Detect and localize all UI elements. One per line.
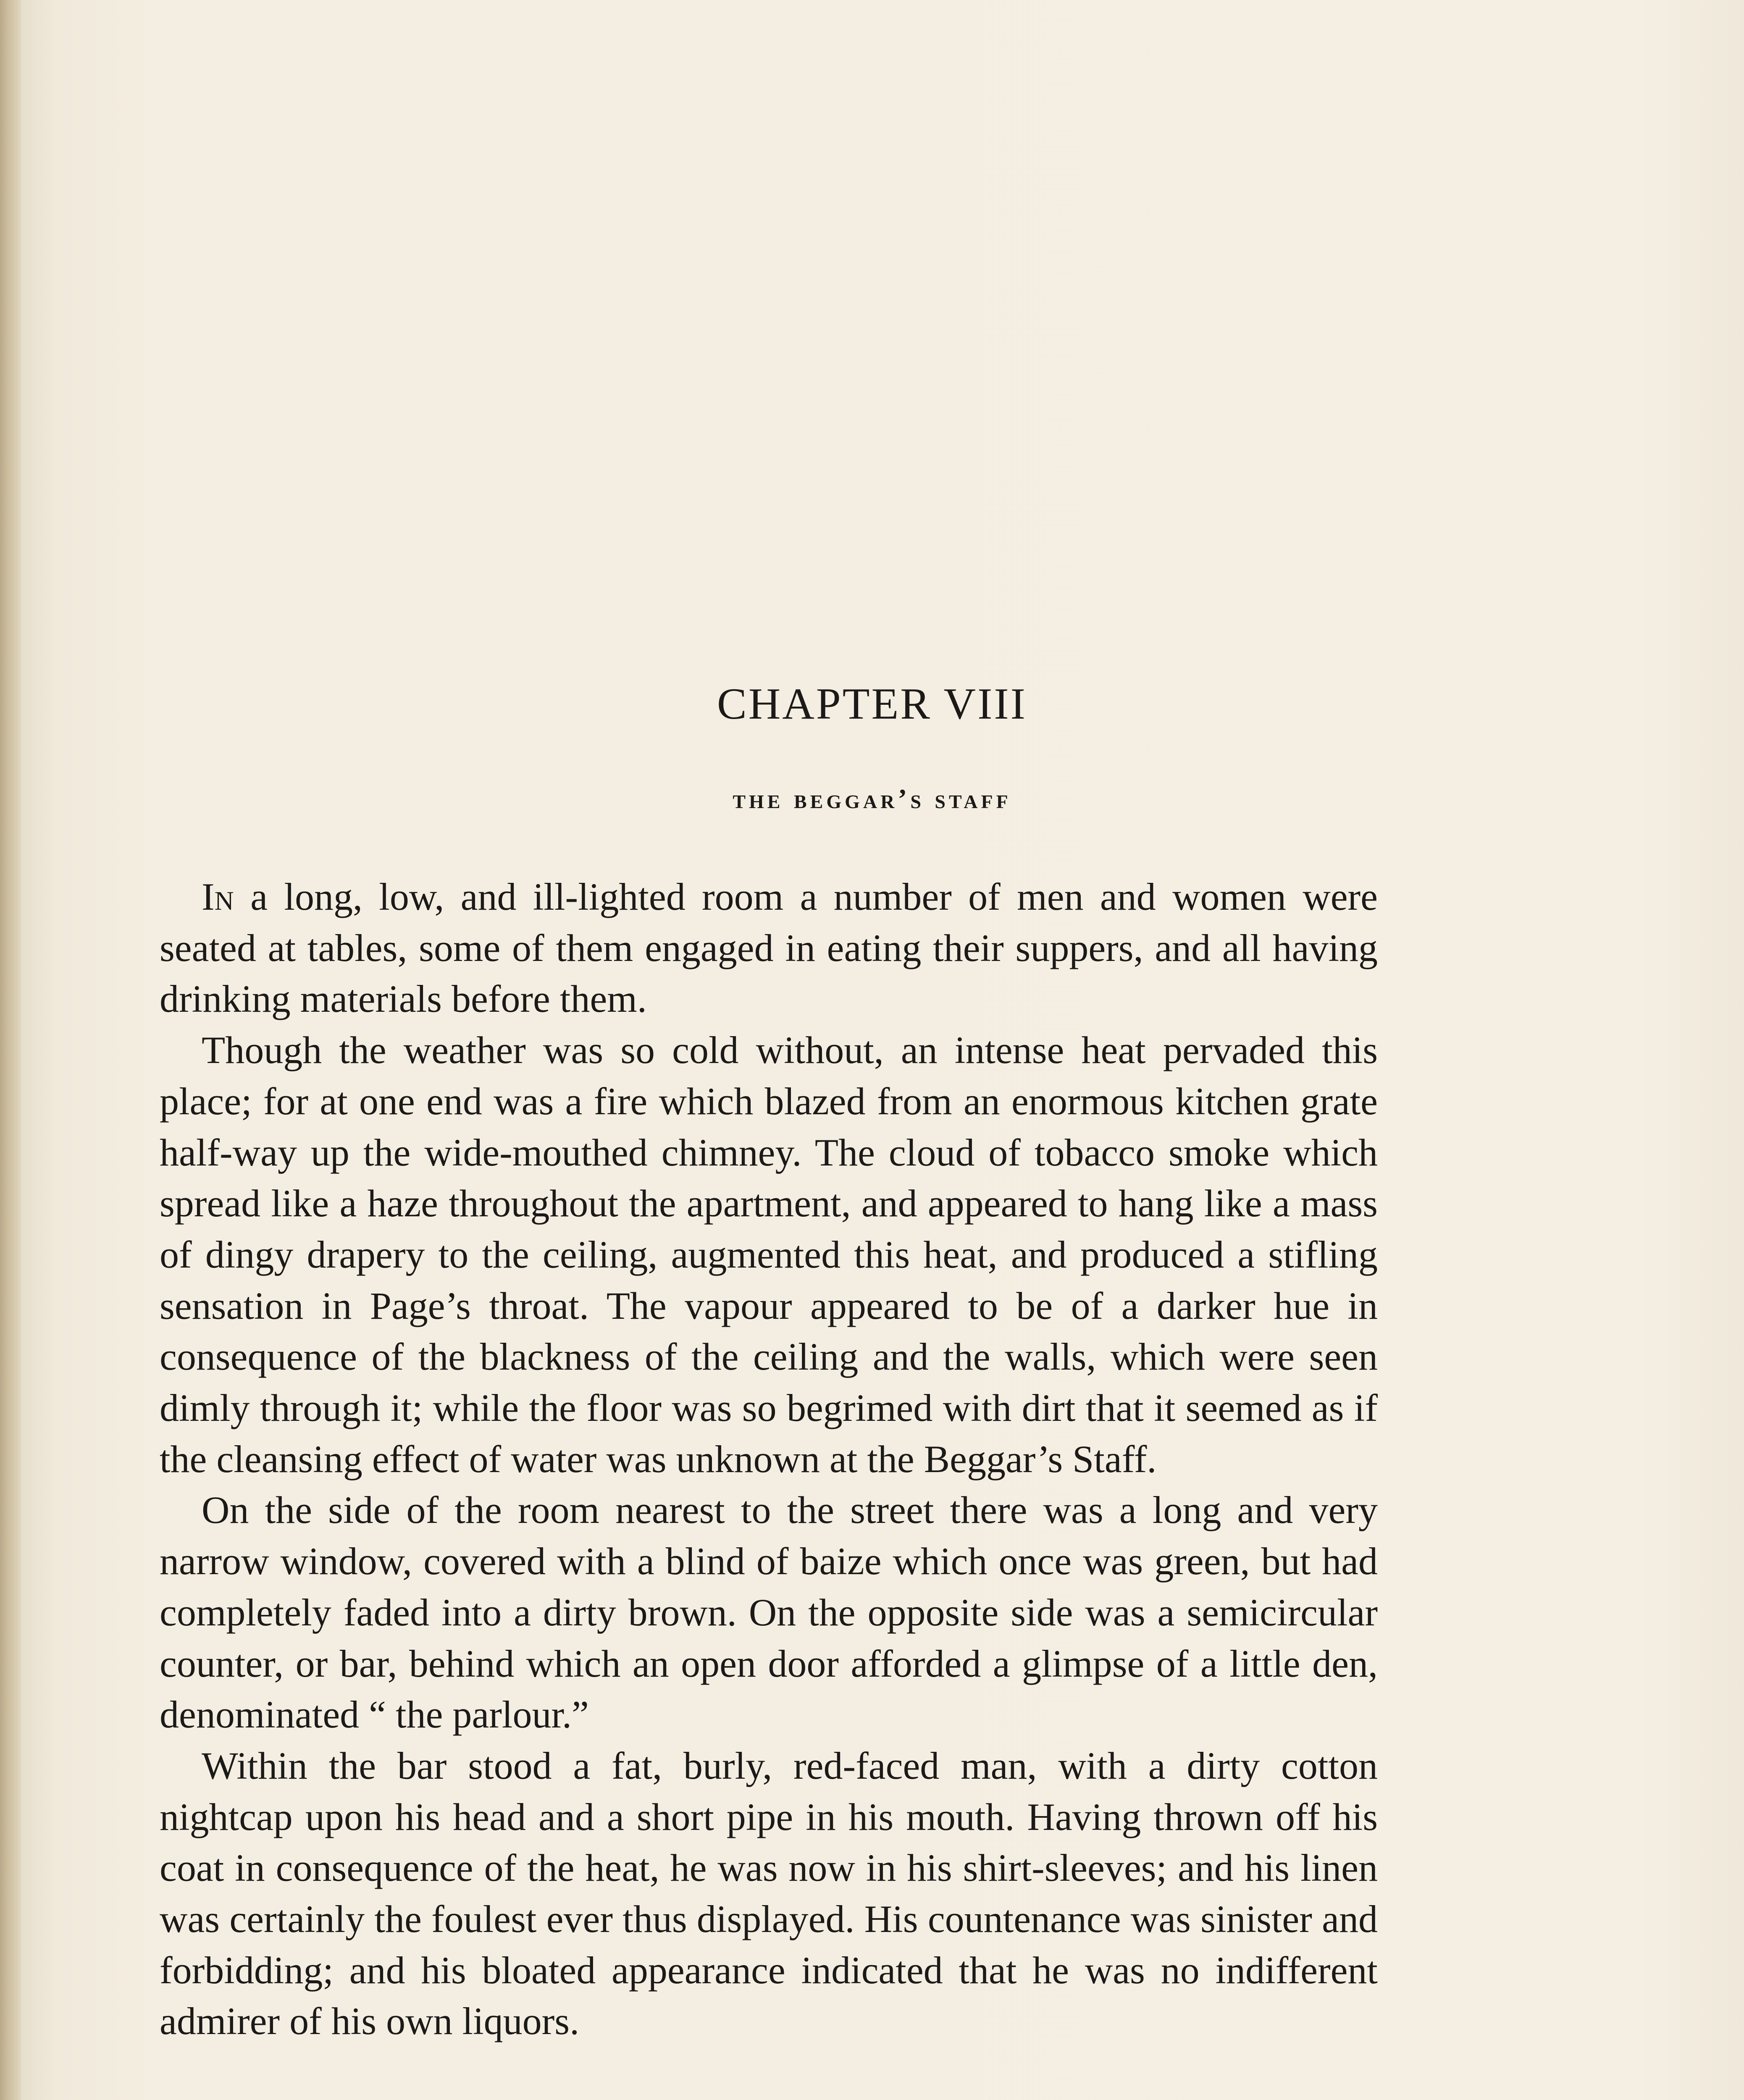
page-gutter [0, 0, 21, 2100]
paragraph-text: Though the weather was so cold without, an intense heat pervaded this place; for at one end was a fire which blazed from an enormous kitchen grate half-way up the wide-mouthed chimney. The cloud of tobacco smoke which spread like a haze throughout the apartment, and appeared to hang like a mass of dingy drapery to the ceiling, augmented this heat, and produced a stifling sensation in Page’s throat. The vapour appeared to be of a darker hue in consequence of the blackness of the ceiling and the walls, which were seen dimly through it; while the floor was so begrimed with dirt that it seemed as if the cleansing effect of water was unknown at the Beggar’s Staff. [160, 1029, 1378, 1480]
paragraph [160, 872, 1378, 1025]
paragraph-text: On the side of the room nearest to the street there was a long and very narrow window, covered with a blind of baize which once was green, but had completely faded into a dirty brown. On the opposite side was a semicircular counter, or bar, behind which an open door afforded a glimpse of a little den, denominated “ the parlour.” [160, 1488, 1378, 1736]
chapter-title: CHAPTER VIII [717, 679, 1027, 728]
drop-lead-word: In [202, 875, 234, 918]
paragraph-text: Within the bar stood a fat, burly, red-faced man, with a dirty cotton nightcap upon his head and a short pipe in his mouth. Having thrown off his coat in consequence of the heat, he was now in his shirt-sleeves; and his linen was certainly the foulest ever thus displayed. His countenance was sinister and forbidding; and his bloated appearance indicated that he was no indifferent admirer of his own liquors. [160, 1744, 1378, 2043]
chapter-subtitle: the beggar’s staff [733, 784, 1011, 814]
chapter-body [160, 872, 1378, 2047]
paragraph [160, 1485, 1378, 1740]
paragraph [160, 1025, 1378, 1485]
paragraph-text: a long, low, and ill-lighted room a number of men and women were seated at tables, some of them engaged in eating their suppers, and all having drinking materials before them. [160, 875, 1378, 1021]
paragraph [160, 1740, 1378, 2047]
